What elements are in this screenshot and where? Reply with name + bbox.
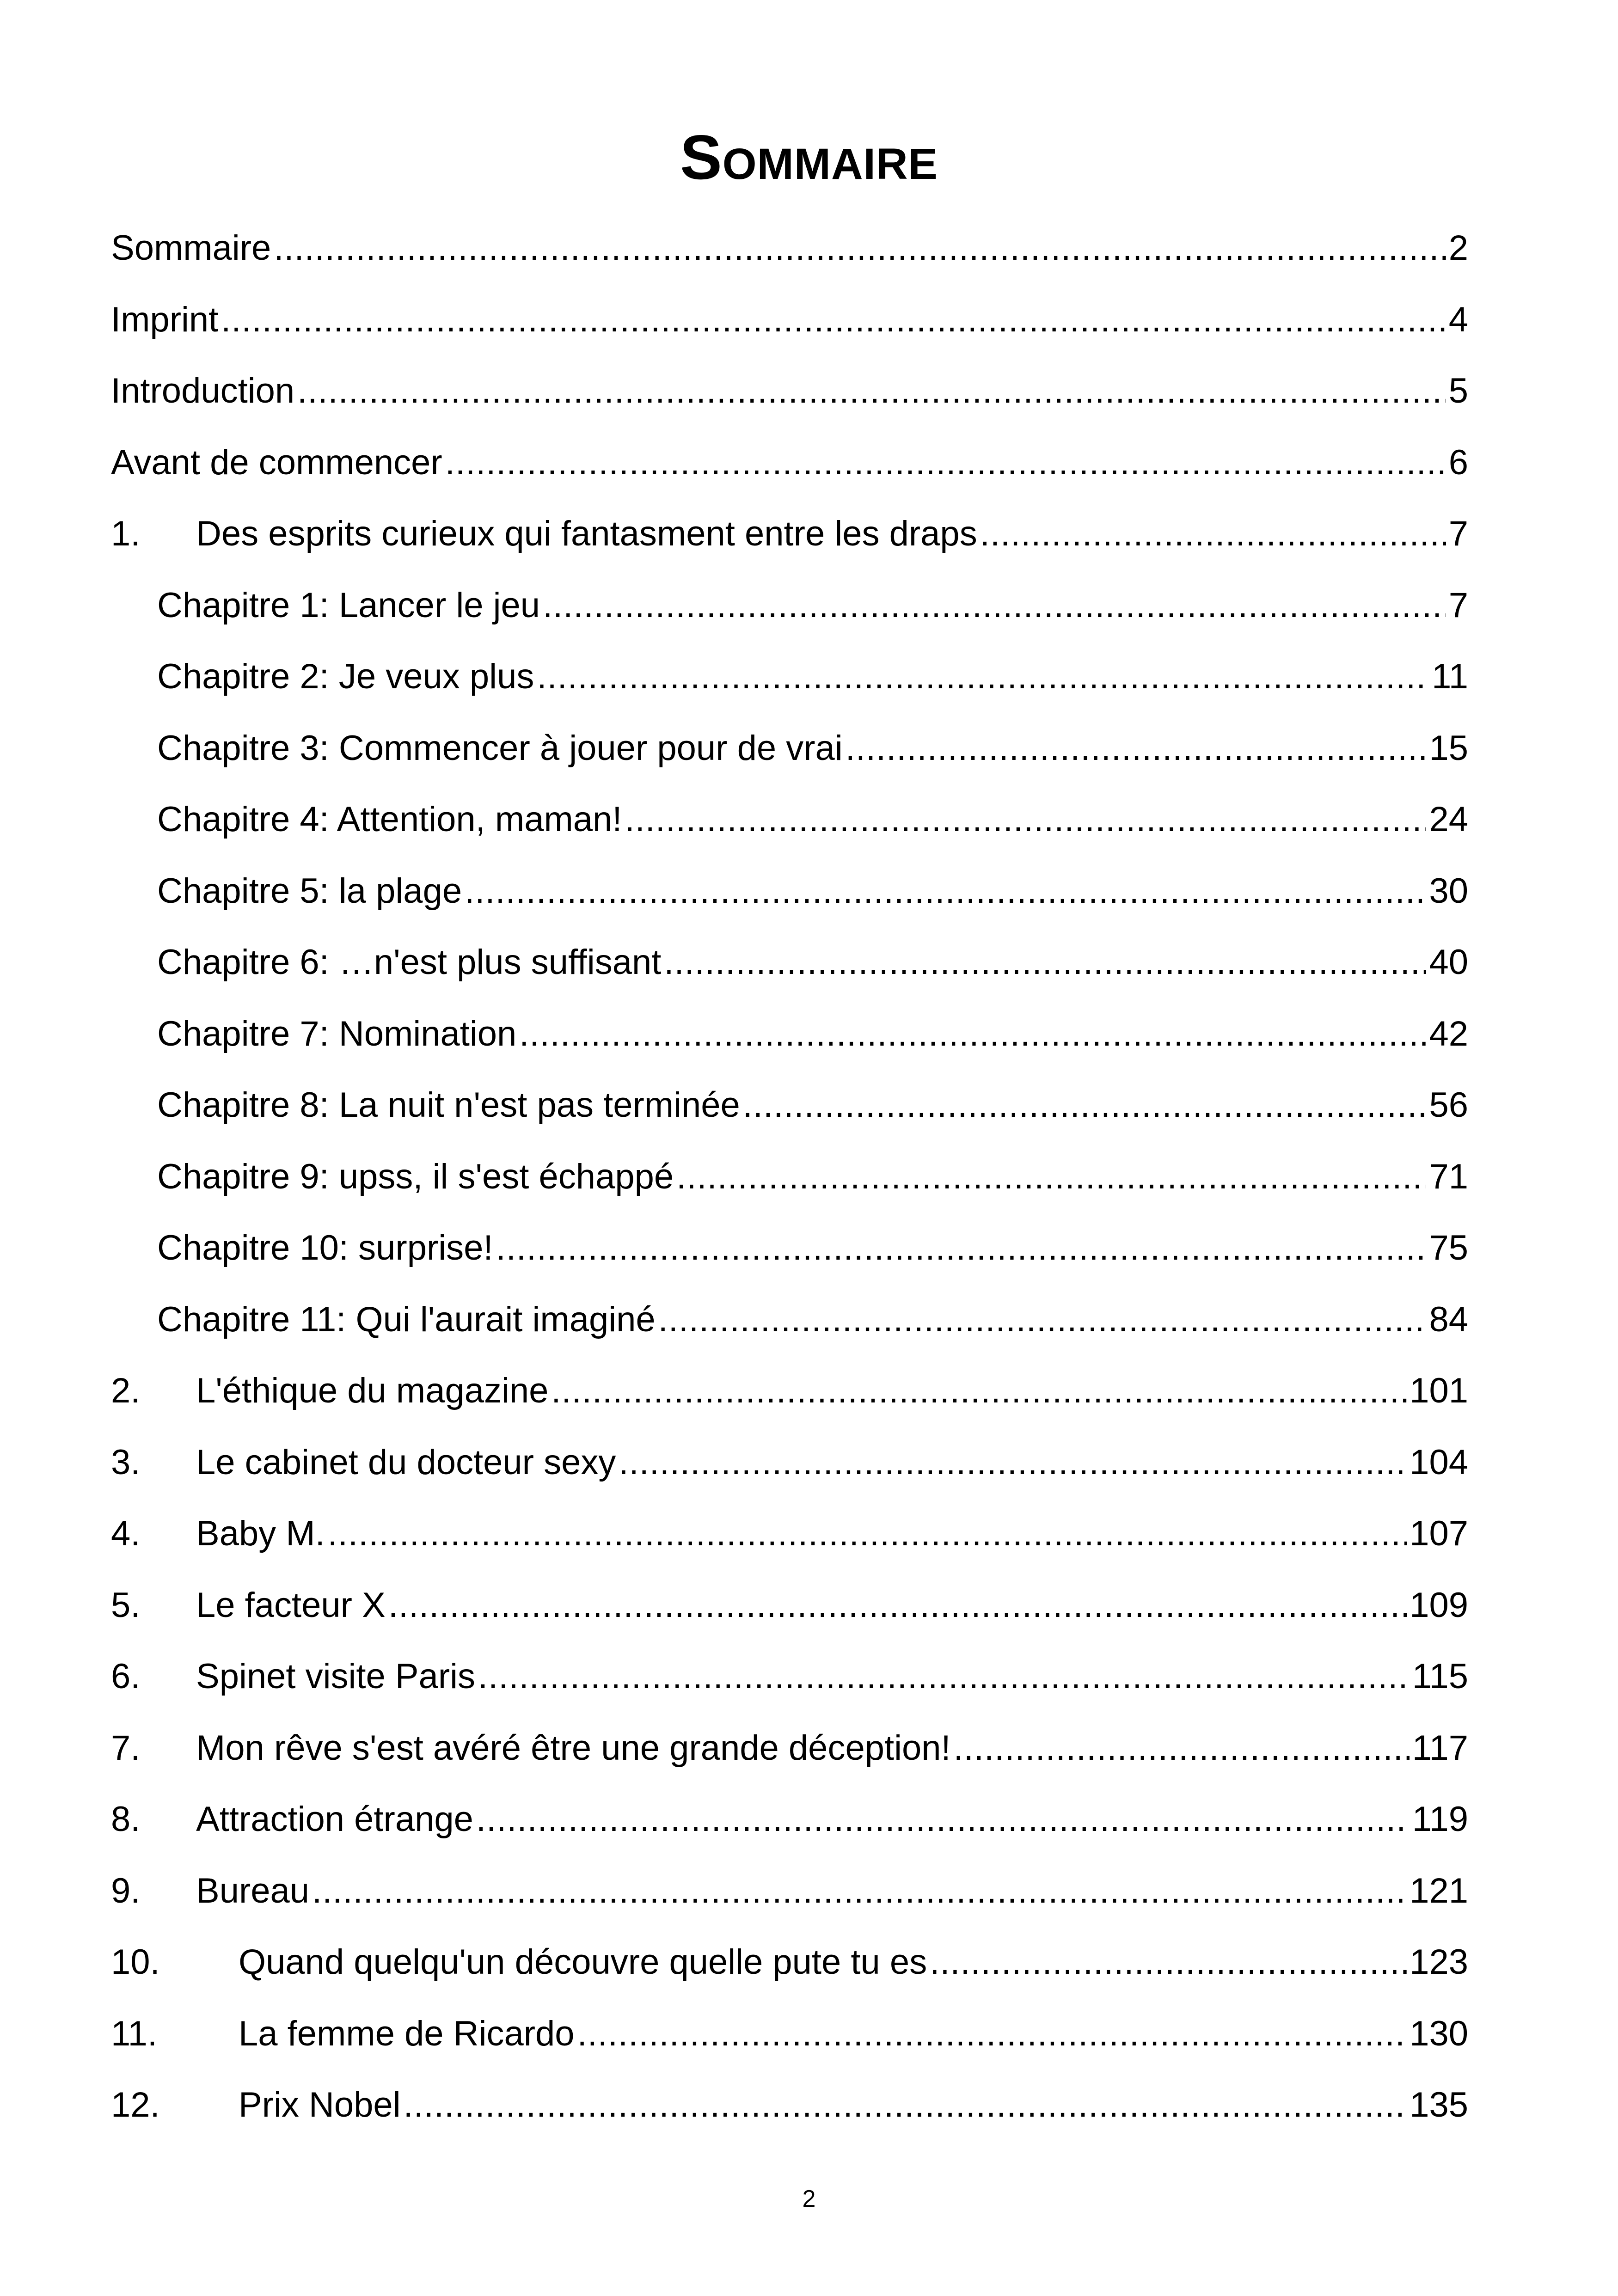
toc-subentry[interactable] xyxy=(111,998,1468,1070)
toc-entry[interactable] xyxy=(111,1998,1468,2070)
dot-leader xyxy=(543,570,1446,642)
toc-entry[interactable] xyxy=(111,2069,1468,2141)
dot-leader xyxy=(743,1070,1427,1141)
toc-entry-label: Chapitre 3: Commencer à jouer pour de vrai xyxy=(157,728,843,768)
toc-entry[interactable] xyxy=(111,1784,1468,1855)
dot-leader xyxy=(328,1498,1407,1570)
toc-entry-page: 11 xyxy=(1432,657,1468,696)
toc-entry-number: 6. xyxy=(111,1657,141,1696)
toc-subentry[interactable] xyxy=(111,1212,1468,1284)
toc-subentry[interactable] xyxy=(111,927,1468,998)
toc-entry-page: 130 xyxy=(1410,2014,1468,2053)
page-title: Sommaire xyxy=(680,122,938,192)
toc-entry-page: 75 xyxy=(1429,1228,1468,1267)
toc-entry-number: 11. xyxy=(111,2014,158,2053)
dot-leader xyxy=(980,498,1446,570)
toc-entry[interactable] xyxy=(111,284,1468,356)
toc-entry[interactable] xyxy=(111,355,1468,427)
toc-subentry[interactable] xyxy=(111,856,1468,927)
dot-leader xyxy=(954,1713,1410,1784)
dot-leader xyxy=(551,1355,1407,1427)
toc-entry-number: 12. xyxy=(111,2085,160,2125)
dot-leader xyxy=(274,213,1446,284)
toc-entry[interactable] xyxy=(111,1498,1468,1570)
toc-entry[interactable] xyxy=(111,1355,1468,1427)
toc-entry-label: Chapitre 11: Qui l'aurait imaginé xyxy=(157,1299,656,1339)
toc-entry-page: 30 xyxy=(1429,871,1468,911)
toc-entry-page: 107 xyxy=(1410,1514,1468,1553)
toc-entry-label: Bureau xyxy=(196,1871,310,1910)
toc-subentry[interactable] xyxy=(111,713,1468,784)
dot-leader xyxy=(537,641,1429,713)
toc-subentry[interactable] xyxy=(111,641,1468,713)
dot-leader xyxy=(476,1784,1410,1855)
toc-entry[interactable] xyxy=(111,1427,1468,1499)
dot-leader xyxy=(664,927,1426,998)
toc-entry-label: La femme de Ricardo xyxy=(239,2014,575,2053)
toc-entry-page: 104 xyxy=(1410,1442,1468,1482)
toc-entry-page: 119 xyxy=(1412,1800,1468,1839)
toc-entry-label: Prix Nobel xyxy=(239,2085,401,2125)
toc-entry-number: 8. xyxy=(111,1800,141,1839)
toc-entry[interactable] xyxy=(111,498,1468,570)
dot-leader xyxy=(619,1427,1407,1499)
toc-entry-page: 40 xyxy=(1429,943,1468,982)
toc-entry-number: 10. xyxy=(111,1942,160,1982)
toc-entry-page: 42 xyxy=(1429,1014,1468,1053)
toc-entry-page: 117 xyxy=(1412,1728,1468,1768)
toc-entry-number: 2. xyxy=(111,1371,141,1410)
toc-subentry[interactable] xyxy=(111,1070,1468,1141)
dot-leader xyxy=(312,1855,1407,1927)
toc-entry[interactable] xyxy=(111,1855,1468,1927)
toc-entry-label: Chapitre 6: …n'est plus suffisant xyxy=(157,943,662,982)
toc-entry-page: 84 xyxy=(1429,1299,1468,1339)
toc-entry-label: Le cabinet du docteur sexy xyxy=(196,1442,616,1482)
dot-leader xyxy=(846,713,1427,784)
toc-entry-page: 56 xyxy=(1429,1085,1468,1125)
toc-entry-label: Chapitre 7: Nomination xyxy=(157,1014,517,1053)
toc-entry-page: 121 xyxy=(1410,1871,1468,1910)
toc-entry-page: 115 xyxy=(1412,1657,1468,1696)
toc-entry[interactable] xyxy=(111,1641,1468,1713)
toc-entry-label: Attraction étrange xyxy=(196,1800,473,1839)
toc-entry-page: 135 xyxy=(1410,2085,1468,2125)
toc-entry-label: Sommaire xyxy=(111,228,271,268)
toc-entry-label: Chapitre 10: surprise! xyxy=(157,1228,493,1267)
toc-entry[interactable] xyxy=(111,1570,1468,1641)
toc-entry-page: 71 xyxy=(1429,1157,1468,1196)
toc-entry-label: Chapitre 2: Je veux plus xyxy=(157,657,534,696)
dot-leader xyxy=(297,355,1446,427)
toc-entry-number: 9. xyxy=(111,1871,141,1910)
toc-entry-page: 4 xyxy=(1448,300,1468,339)
toc-entry-label: Avant de commencer xyxy=(111,442,442,482)
toc-entry-label: Introduction xyxy=(111,371,295,410)
toc-entry-label: L'éthique du magazine xyxy=(196,1371,549,1410)
toc-entry-page: 123 xyxy=(1410,1942,1468,1982)
dot-leader xyxy=(388,1570,1407,1641)
dot-leader xyxy=(625,784,1426,856)
dot-leader xyxy=(404,2069,1407,2141)
dot-leader xyxy=(658,1284,1427,1356)
toc-entry-label: Chapitre 1: Lancer le jeu xyxy=(157,585,540,625)
toc-entry-page: 2 xyxy=(1448,228,1468,268)
toc-entry[interactable] xyxy=(111,1713,1468,1784)
toc-entry-label: Mon rêve s'est avéré être une grande déception! xyxy=(196,1728,951,1768)
toc-entry-label: Des esprits curieux qui fantasment entre les draps xyxy=(196,514,977,553)
toc-entry[interactable] xyxy=(111,213,1468,284)
toc-entry-label: Quand quelqu'un découvre quelle pute tu es xyxy=(239,1942,927,1982)
toc-subentry[interactable] xyxy=(111,1284,1468,1356)
toc-entry-page: 7 xyxy=(1448,585,1468,625)
toc-subentry[interactable] xyxy=(111,784,1468,856)
toc-entry-label: Baby M. xyxy=(196,1514,325,1553)
toc-entry-page: 6 xyxy=(1448,442,1468,482)
toc-entry-number: 1. xyxy=(111,514,141,553)
dot-leader xyxy=(465,856,1426,927)
dot-leader xyxy=(676,1141,1426,1213)
dot-leader xyxy=(445,427,1446,499)
toc-entry[interactable] xyxy=(111,427,1468,499)
toc-entry-label: Le facteur X xyxy=(196,1585,386,1625)
toc-subentry[interactable] xyxy=(111,570,1468,642)
toc-entry-page: 109 xyxy=(1410,1585,1468,1625)
toc-entry-number: 5. xyxy=(111,1585,141,1625)
toc-entry-label: Chapitre 8: La nuit n'est pas terminée xyxy=(157,1085,740,1125)
toc-entry-label: Spinet visite Paris xyxy=(196,1657,476,1696)
dot-leader xyxy=(496,1212,1427,1284)
toc-entry[interactable] xyxy=(111,1927,1468,1998)
toc-entry-label: Imprint xyxy=(111,300,219,339)
dot-leader xyxy=(478,1641,1410,1713)
toc-entry-page: 101 xyxy=(1410,1371,1468,1410)
toc-entry-label: Chapitre 9: upss, il s'est échappé xyxy=(157,1157,674,1196)
toc-entry-number: 3. xyxy=(111,1442,141,1482)
page-number: 2 xyxy=(802,2186,816,2212)
toc-subentry[interactable] xyxy=(111,1141,1468,1213)
toc-entry-number: 4. xyxy=(111,1514,141,1553)
toc-entry-page: 5 xyxy=(1448,371,1468,410)
table-of-contents xyxy=(111,213,1468,2141)
toc-entry-label: Chapitre 5: la plage xyxy=(157,871,462,911)
toc-entry-label: Chapitre 4: Attention, maman! xyxy=(157,800,622,839)
toc-entry-number: 7. xyxy=(111,1728,141,1768)
toc-entry-page: 15 xyxy=(1429,728,1468,768)
dot-leader xyxy=(930,1927,1407,1998)
dot-leader xyxy=(221,284,1446,356)
dot-leader xyxy=(577,1998,1407,2070)
toc-entry-page: 7 xyxy=(1448,514,1468,553)
toc-entry-page: 24 xyxy=(1429,800,1468,839)
dot-leader xyxy=(519,998,1426,1070)
